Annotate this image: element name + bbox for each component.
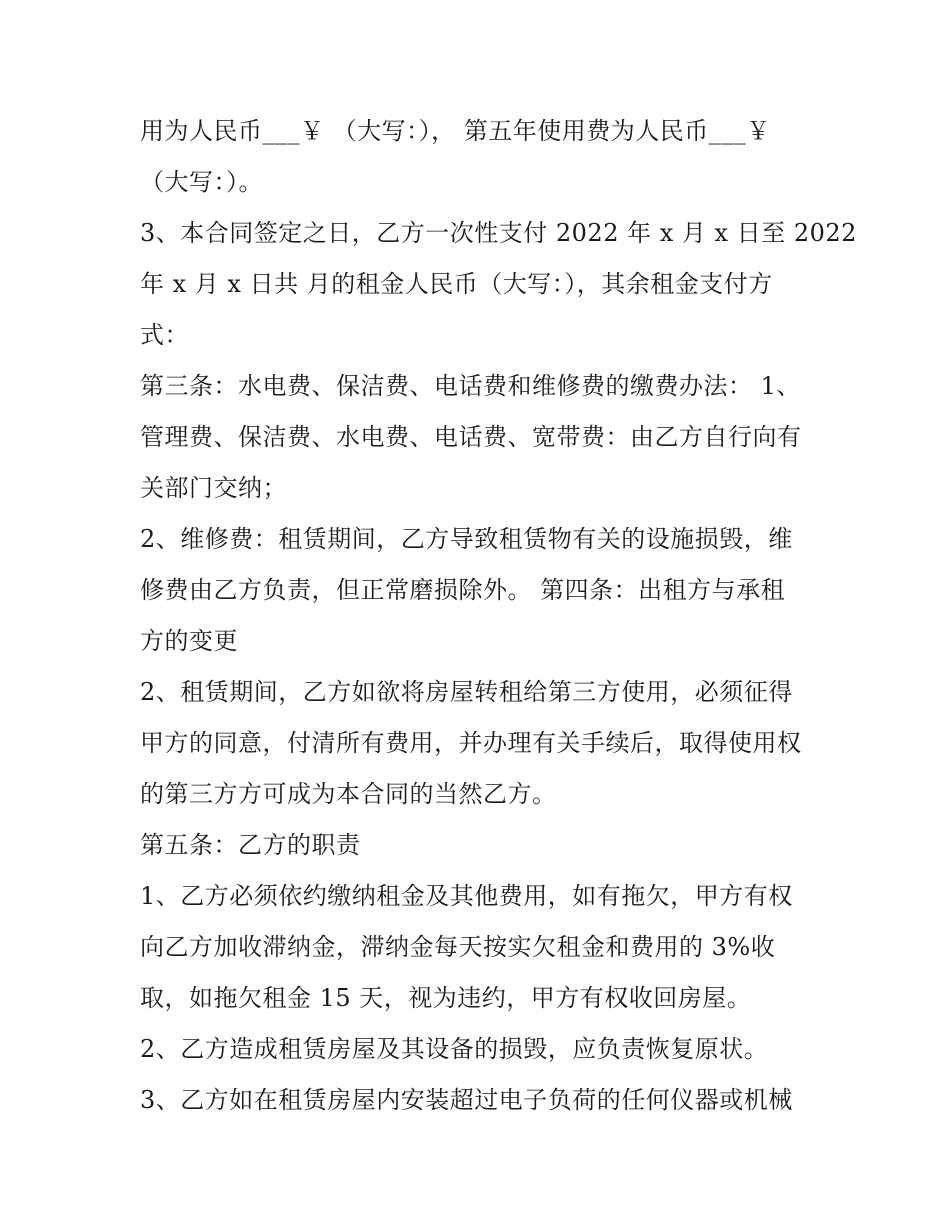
text-line: 第三条：水电费、保洁费、电话费和维修费的缴费办法： 1、 (140, 372, 801, 400)
text-line: 3、本合同签定之日，乙方一次性支付 2022 年 x 月 x 日至 2022 (140, 219, 857, 247)
text-line: 1、乙方必须依约缴纳租金及其他费用，如有拖欠，甲方有权 (140, 882, 793, 910)
text-line: 2、维修费：租赁期间，乙方导致租赁物有关的设施损毁，维 (140, 525, 793, 553)
text-line: 甲方的同意，付清所有费用，并办理有关手续后，取得使用权 (140, 729, 802, 757)
text-line: 管理费、保洁费、水电费、电话费、宽带费：由乙方自行向有 (140, 423, 802, 451)
text-line: 取，如拖欠租金 15 天，视为违约，甲方有权收回房屋。 (140, 984, 752, 1012)
text-line: 2、租赁期间，乙方如欲将房屋转租给第三方使用，必须征得 (140, 678, 793, 706)
text-line: 2、乙方造成租赁房屋及其设备的损毁，应负责恢复原状。 (140, 1035, 769, 1063)
text-line: 年 x 月 x 日共 月的租金人民币（大写：），其余租金支付方 (140, 270, 773, 298)
text-line: 用为人民币___￥ （大写：）， 第五年使用费为人民币___￥ (140, 117, 771, 145)
text-line: （大写：）。 (140, 168, 263, 196)
text-line: 方的变更 (140, 627, 238, 655)
text-line: 的第三方方可成为本合同的当然乙方。 (140, 780, 557, 808)
text-line: 修费由乙方负责，但正常磨损除外。 第四条：出租方与承租 (140, 576, 786, 604)
text-line: 关部门交纳； (140, 474, 287, 502)
text-line: 第五条：乙方的职责 (140, 831, 361, 859)
text-line: 式： (140, 321, 189, 349)
document-body (140, 106, 857, 1126)
text-line: 向乙方加收滞纳金，滞纳金每天按实欠租金和费用的 3%收 (140, 933, 776, 961)
text-line: 3、乙方如在租赁房屋内安装超过电子负荷的任何仪器或机械 (140, 1086, 793, 1114)
